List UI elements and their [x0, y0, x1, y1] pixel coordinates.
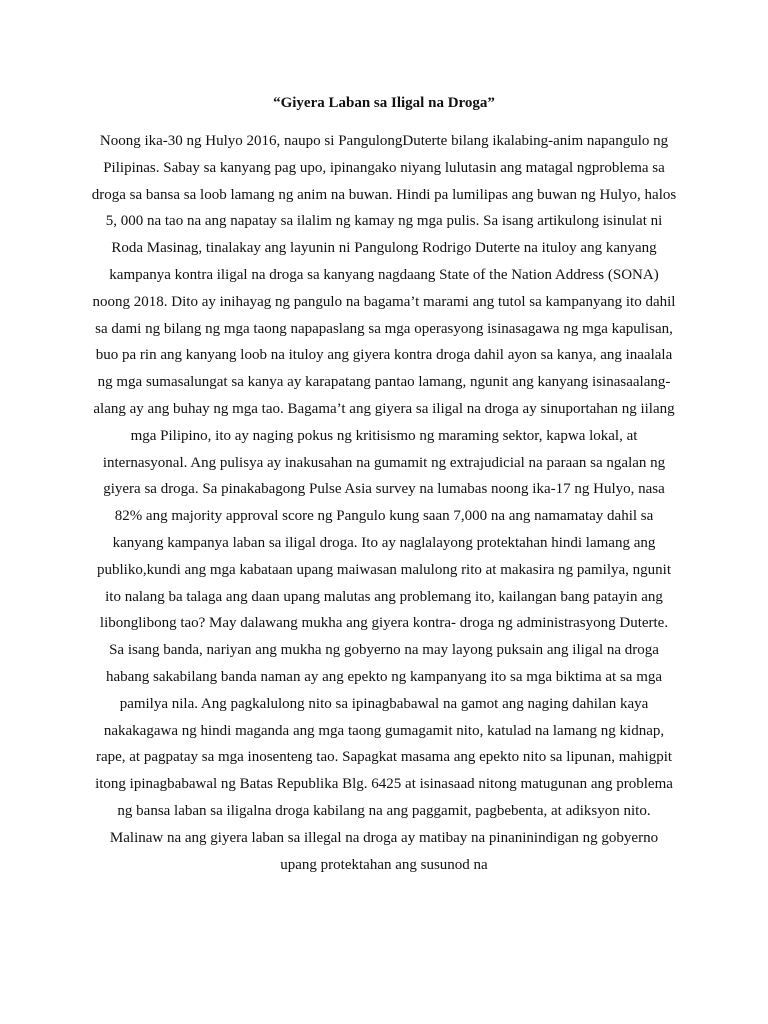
body-line: ito nalang ba talaga ang daan upang malutas ang problemang ito, kailangan bang patayin ang [105, 588, 663, 605]
body-line: habang sakabilang banda naman ay ang epekto ng kampanyang ito sa mga biktima at sa mga [105, 668, 663, 685]
body-line: upang protektahan ang susunod na [280, 856, 488, 873]
body-line: ng mga sumasalungat sa kanya ay karapatang pantao lamang, ngunit ang kanyang isinasaalang- [97, 374, 671, 391]
body-line: publiko,kundi ang mga kabataan upang maiwasan malulong rito at makasira ng pamilya, ngunit [96, 561, 672, 578]
body-line: pamilya nila. Ang pagkalulong nito sa ipinagbabawal na gamot ang naging dahilan kaya [119, 695, 649, 712]
document-body [84, 128, 684, 878]
body-line: mga Pilipino, ito ay naging pokus ng kritisismo ng maraming sektor, kapwa lokal, at [130, 427, 638, 444]
body-line: Roda Masinag, tinalakay ang layunin ni Pangulong Rodrigo Duterte na ituloy ang kanyang [111, 240, 657, 257]
body-line: droga sa bansa sa loob lamang ng anim na buwan. Hindi pa lumilipas ang buwan ng Hulyo, halos [91, 186, 677, 203]
body-line: Pilipinas. Sabay sa kanyang pag upo, ipinangako niyang lulutasin ang matagal ngproblema sa [103, 159, 665, 176]
body-line: sa dami ng bilang ng mga taong napapaslang sa mga operasyong isinasagawa ng mga kapulisan, [95, 320, 673, 337]
body-line: buo pa rin ang kanyang loob na ituloy ang giyera kontra droga dahil ayon sa kanya, ang inaalala [95, 347, 673, 364]
body-line: kanyang kampanya laban sa iligal droga. Ito ay naglalayong protektahan hindi lamang ang [112, 534, 656, 551]
body-line: noong 2018. Dito ay inihayag ng pangulo na bagama’t marami ang tutol sa kampanyang ito dahil [92, 293, 676, 310]
document-title: “Giyera Laban sa Iligal na Droga” [273, 95, 495, 111]
body-line: 5, 000 na tao na ang napatay sa ilalim ng kamay ng mga pulis. Sa isang artikulong isinulat ni [105, 213, 663, 230]
body-line: giyera sa droga. Sa pinakabagong Pulse Asia survey na lumabas noong ika-17 ng Hulyo, nasa [103, 481, 665, 498]
body-line: Sa isang banda, nariyan ang mukha ng gobyerno na may layong puksain ang iligal na droga [109, 642, 659, 659]
body-line: Malinaw na ang giyera laban sa illegal na droga ay matibay na pinaninindigan ng gobyerno [109, 829, 659, 846]
body-line: libonglibong tao? May dalawang mukha ang giyera kontra- droga ng administrasyong Duterte. [99, 615, 669, 632]
body-line: ng bansa laban sa iligalna droga kabilang na ang paggamit, pagbebenta, at adiksyon nito. [117, 802, 651, 819]
body-line: Noong ika-30 ng Hulyo 2016, naupo si PangulongDuterte bilang ikalabing-anim napangulo ng [99, 133, 669, 149]
body-line: alang ay ang buhay ng mga tao. Bagama’t ang giyera sa iligal na droga ay sinuportahan ng iilang [93, 400, 675, 417]
body-line: itong ipinagbabawal ng Batas Republika Blg. 6425 at isinasaad nitong matugunan ang problema [95, 776, 673, 793]
body-line: internasyonal. Ang pulisya ay inakusahan na gumamit ng extrajudicial na paraan sa ngalan ng [102, 454, 666, 471]
body-line: rape, at pagpatay sa mga inosenteng tao. Sapagkat masama ang epekto nito sa lipunan, mahigpit [95, 749, 673, 766]
body-line: kampanya kontra iligal na droga sa kanyang nagdaang State of the Nation Address (SONA) [109, 266, 659, 283]
body-line: 82% ang majority approval score ng Pangulo kung saan 7,000 na ang namamatay dahil sa [114, 508, 654, 525]
body-line: nakakagawa ng hindi maganda ang mga taong gumagamit nito, katulad na lamang ng kidnap, [103, 722, 665, 739]
